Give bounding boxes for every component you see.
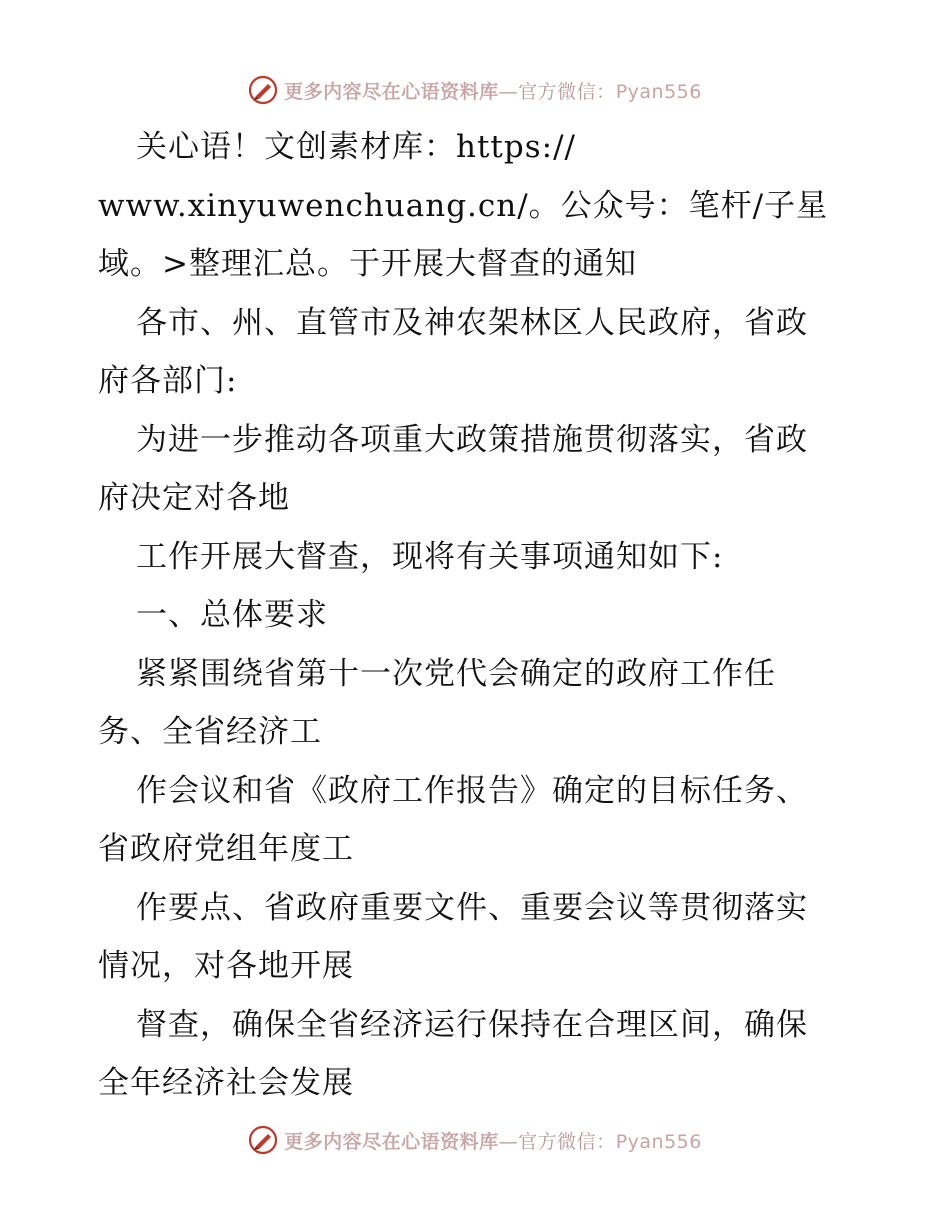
text-line: 全年经济社会发展 — [98, 1065, 354, 1101]
text-line: 省政府党组年度工 — [98, 831, 354, 867]
text-line: 督查，确保全省经济运行保持在合理区间，确保 — [136, 1006, 808, 1043]
text-line: 作要点、省政府重要文件、重要会议等贯彻落实 — [136, 889, 808, 926]
watermark-handle: Pyan556 — [615, 80, 702, 103]
text-line: 府各部门: — [98, 363, 238, 399]
header-watermark-banner — [0, 70, 950, 110]
watermark-text — [284, 77, 702, 104]
watermark-dash: — — [498, 80, 519, 103]
watermark-dash: — — [498, 1130, 519, 1153]
brand-logo-icon — [248, 1125, 278, 1155]
text-line: 工作开展大督查，现将有关事项通知如下: — [136, 538, 724, 575]
text-line: 府决定对各地 — [98, 480, 290, 516]
document-body — [98, 118, 868, 1113]
watermark-brand: 更多内容尽在心语资料库 — [284, 1130, 499, 1153]
text-line: 为进一步推动各项重大政策措施贯彻落实，省政 — [136, 421, 808, 458]
text-line: 关心语！文创素材库：https:// — [136, 129, 576, 165]
text-line: 各市、州、直管市及神农架林区人民政府，省政 — [136, 304, 808, 341]
text-line: 一、总体要求 — [136, 597, 328, 633]
brand-logo-icon — [248, 75, 278, 105]
watermark-brand: 更多内容尽在心语资料库 — [284, 80, 499, 103]
text-line: 务、全省经济工 — [98, 714, 322, 750]
text-line: www.xinyuwenchuang.cn/。公众号：笔杆/子星 — [98, 187, 829, 224]
watermark-text — [284, 1127, 702, 1154]
watermark-official-label: 官方微信： — [518, 1130, 616, 1153]
footer-watermark-banner — [0, 1120, 950, 1160]
watermark-handle: Pyan556 — [615, 1130, 702, 1153]
watermark-official-label: 官方微信： — [518, 80, 616, 103]
text-line: 作会议和省《政府工作报告》确定的目标任务、 — [136, 772, 808, 809]
text-line: 情况，对各地开展 — [98, 948, 354, 984]
text-line: 域。>整理汇总。于开展大督查的通知 — [98, 246, 637, 282]
text-line: 紧紧围绕省第十一次党代会确定的政府工作任 — [136, 655, 776, 692]
